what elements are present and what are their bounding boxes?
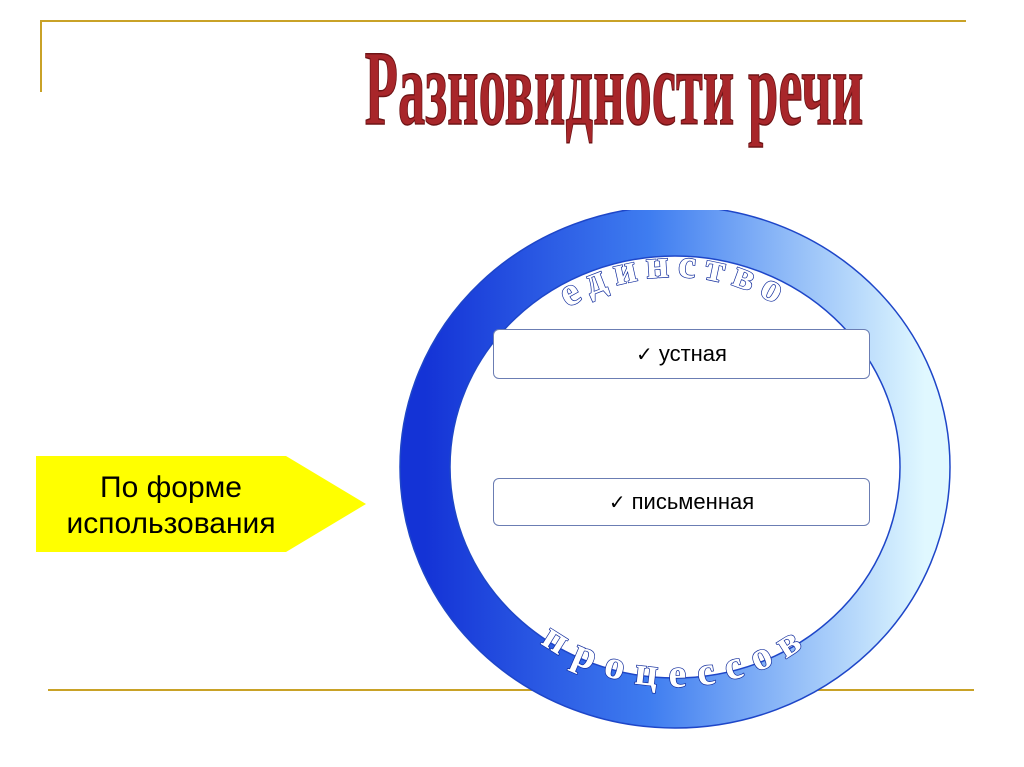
variety-oral-label: устная <box>658 341 727 366</box>
variety-written <box>493 478 870 526</box>
ring-band <box>425 231 925 703</box>
form-arrow-label: По форме использования <box>66 471 276 540</box>
slide-title <box>300 18 940 168</box>
unity-ring <box>395 210 955 730</box>
ring-top-text: единство <box>550 240 800 316</box>
left-rule <box>40 20 42 92</box>
slide-title-text: Разновидности речи <box>364 29 864 149</box>
check-icon: ✓ <box>636 342 653 366</box>
ring-bottom-text: процессов <box>534 612 816 697</box>
check-icon: ✓ <box>608 490 626 514</box>
variety-oral <box>493 329 870 379</box>
variety-written-label: письменная <box>631 489 755 514</box>
